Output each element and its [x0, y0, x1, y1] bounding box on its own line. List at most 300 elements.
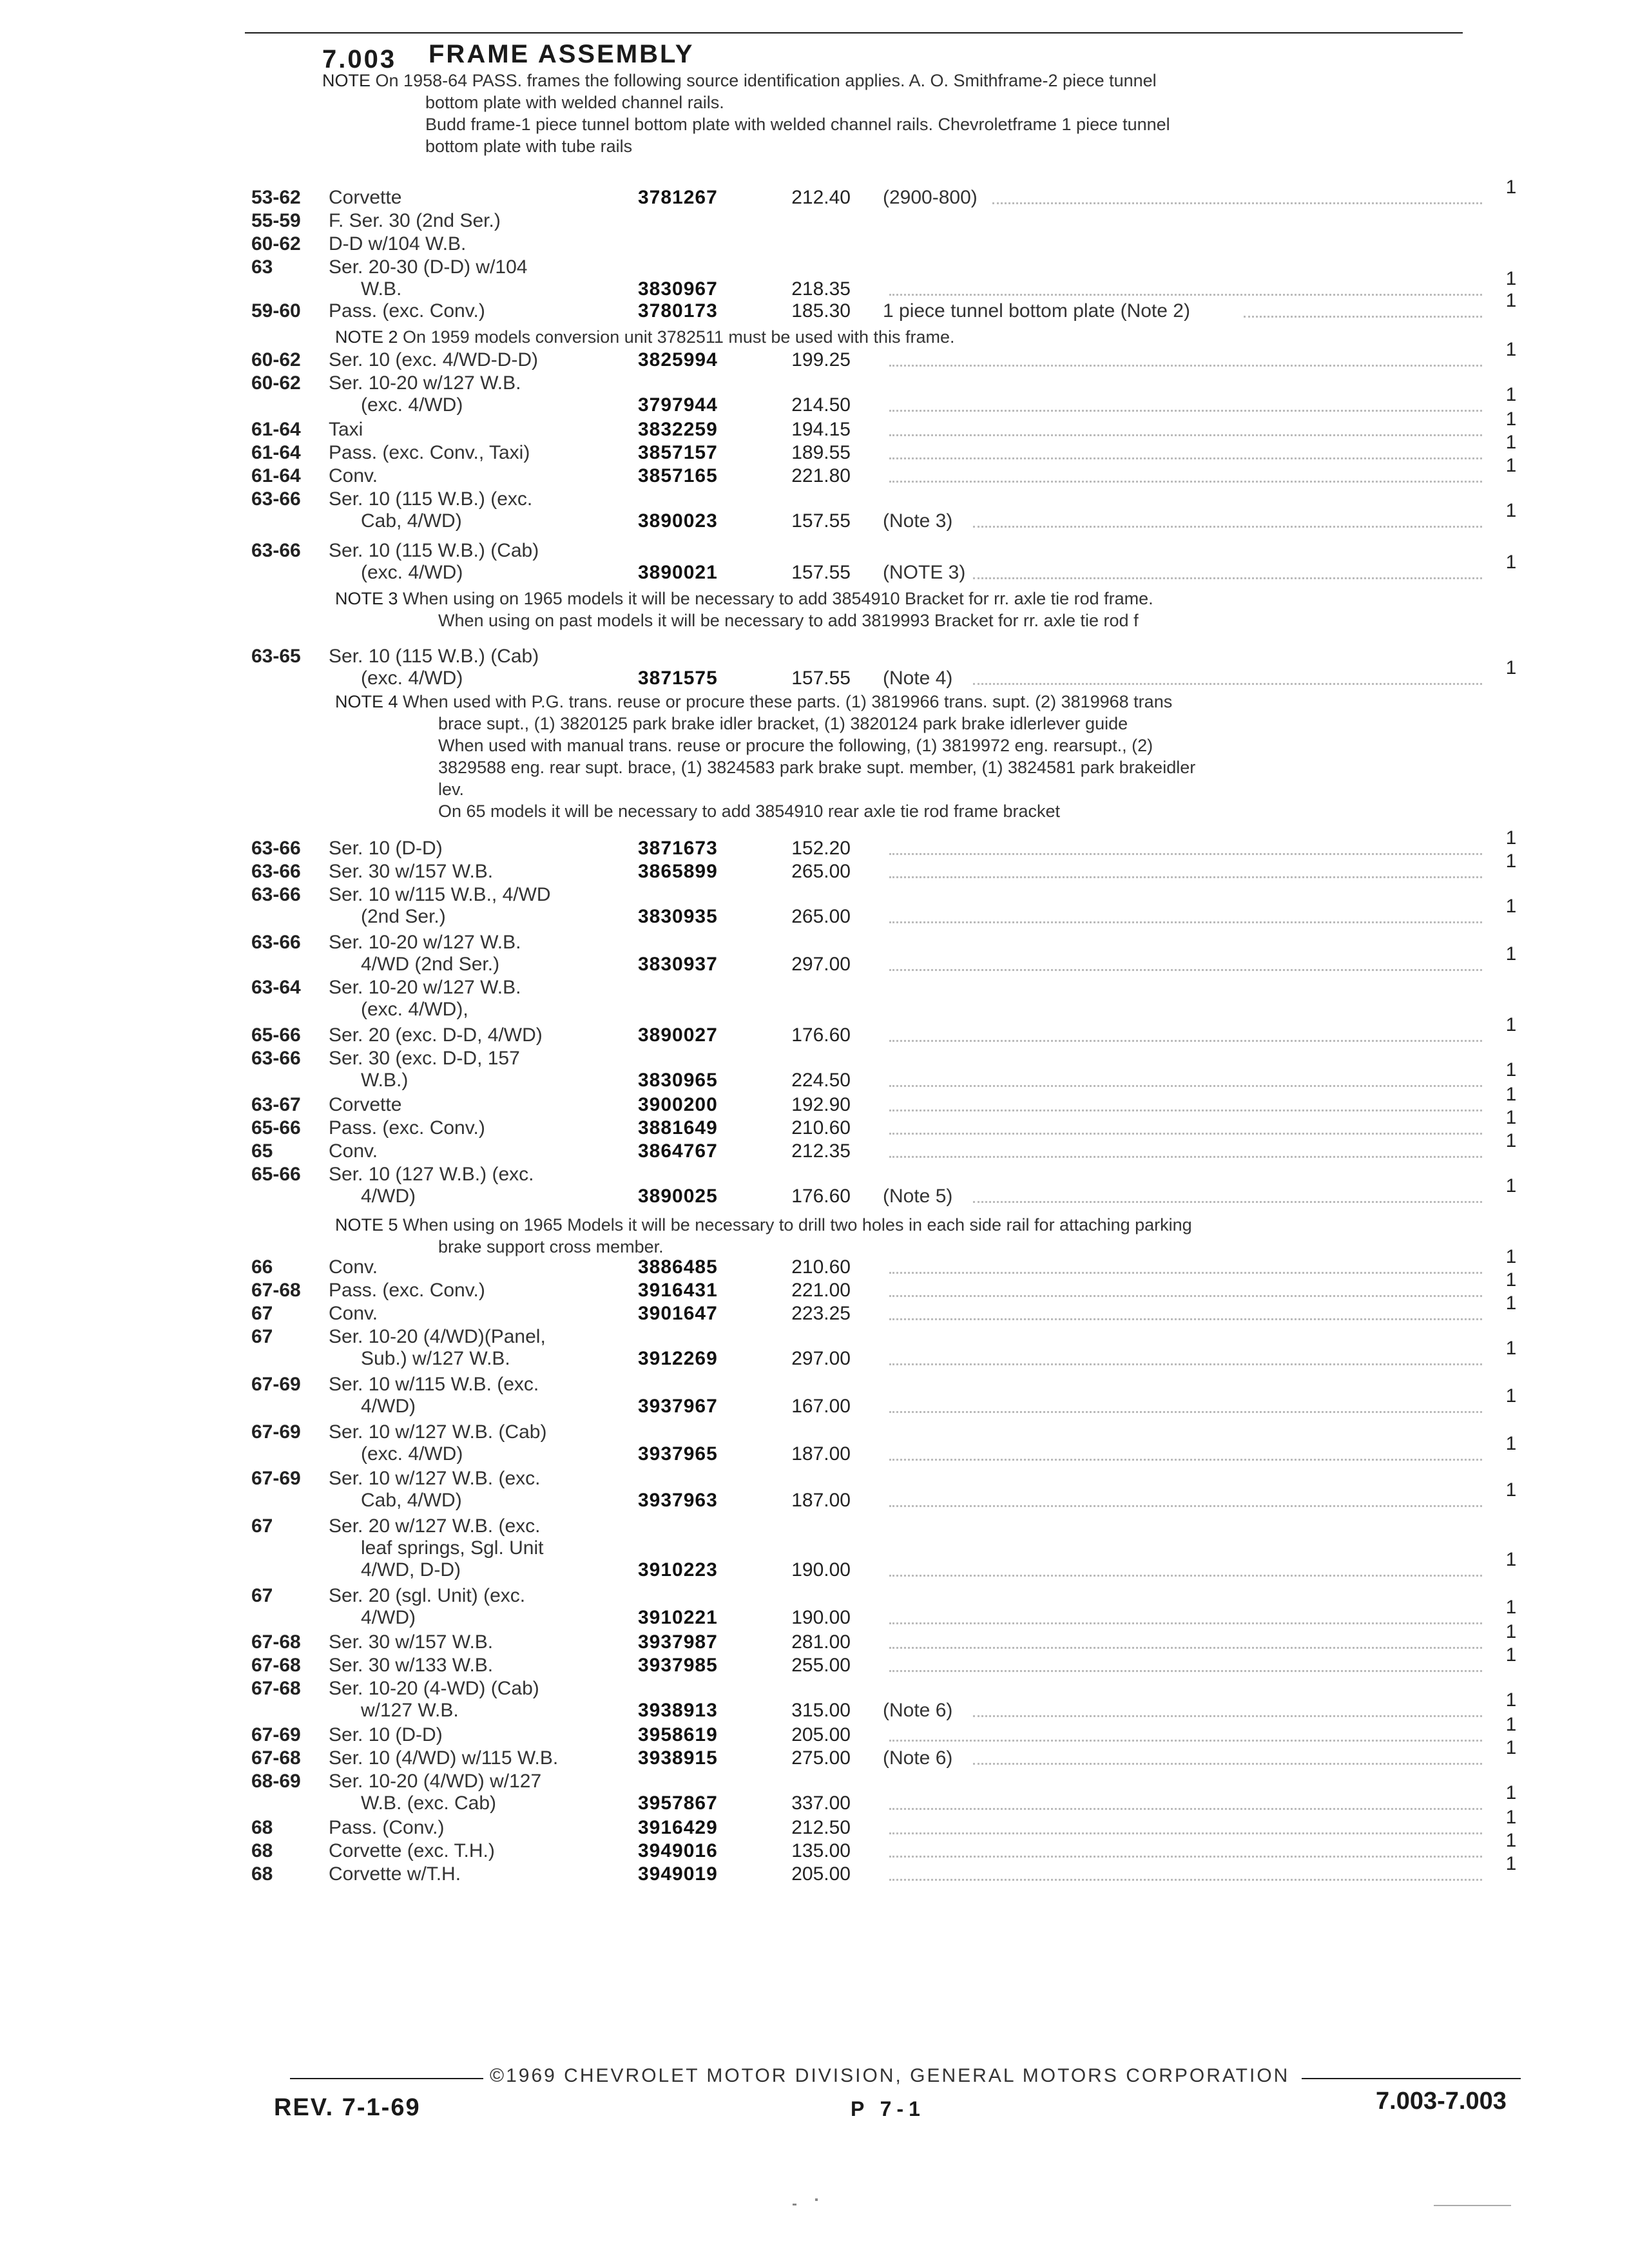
application-description: [329, 1048, 689, 1091]
list-price: 223.25: [791, 1303, 851, 1324]
model-years: 63-66: [251, 838, 301, 859]
quantity: 1: [1505, 1597, 1517, 1618]
list-price: 157.55: [791, 562, 851, 583]
remark: (Note 5): [883, 1186, 953, 1207]
leader-dots: [889, 1832, 1482, 1834]
model-years: 63-66: [251, 884, 301, 905]
list-price: 210.60: [791, 1117, 851, 1139]
leader-dots: [889, 876, 1482, 878]
quantity: 1: [1505, 1689, 1517, 1711]
description-line: 4/WD): [361, 1186, 416, 1207]
part-number: 3957867: [638, 1792, 718, 1814]
part-number: 3830935: [638, 906, 718, 927]
scan-speck: [815, 2198, 818, 2201]
remark: (Note 4): [883, 668, 953, 689]
description-line: Ser. 10-20 (4-WD) (Cab): [329, 1678, 539, 1699]
part-number: 3865899: [638, 861, 718, 882]
application-description: [329, 300, 689, 322]
description-line: Ser. 30 w/157 W.B.: [329, 861, 494, 882]
leader-dots: [889, 1085, 1482, 1087]
application-description: [329, 1655, 689, 1677]
list-price: 214.50: [791, 394, 851, 416]
note-text: When using on 1965 models it will be necessary to add 3854910 Bracket for rr. axle tie rod frame.: [403, 589, 1153, 608]
description-line: Conv.: [329, 1140, 378, 1162]
description-line: Ser. 10 w/115 W.B. (exc.: [329, 1374, 539, 1395]
application-description: [329, 1585, 689, 1629]
application-description: [329, 540, 689, 584]
part-number: 3890021: [638, 562, 718, 583]
copyright-line: ©1969 CHEVROLET MOTOR DIVISION, GENERAL MOTORS CORPORATION: [490, 2065, 1290, 2086]
model-years: 63-66: [251, 540, 301, 561]
quantity: 1: [1505, 500, 1517, 521]
quantity: 1: [1505, 552, 1517, 573]
quantity: 1: [1505, 1737, 1517, 1758]
leader-dots: [973, 683, 1482, 685]
list-price: 187.00: [791, 1490, 851, 1511]
description-line: Pass. (exc. Conv.): [329, 1280, 485, 1301]
application-description: [329, 1164, 689, 1207]
part-number: 3857165: [638, 465, 718, 486]
list-price: 176.60: [791, 1186, 851, 1207]
model-years: 67-69: [251, 1468, 301, 1489]
model-years: 67-68: [251, 1631, 301, 1653]
description-line: Pass. (Conv.): [329, 1817, 445, 1838]
leader-dots: [889, 365, 1482, 367]
quantity: 1: [1505, 268, 1517, 289]
leader-dots: [973, 1201, 1482, 1203]
description-line: Ser. 10 w/127 W.B. (exc.: [329, 1468, 541, 1489]
description-line: 4/WD (2nd Ser.): [361, 954, 500, 975]
quantity: 1: [1505, 339, 1517, 360]
list-price: 190.00: [791, 1607, 851, 1628]
description-line: W.B.): [361, 1070, 409, 1091]
application-description: [329, 1117, 689, 1139]
application-description: [329, 646, 689, 689]
description-line: Corvette (exc. T.H.): [329, 1840, 495, 1861]
list-price: 185.30: [791, 300, 851, 322]
quantity: 1: [1505, 1059, 1517, 1081]
intro-note-label: NOTE: [322, 71, 371, 90]
revision-date: REV. 7-1-69: [274, 2094, 421, 2121]
description-line: Ser. 10 (D-D): [329, 1724, 443, 1745]
list-price: 157.55: [791, 668, 851, 689]
leader-dots: [889, 1110, 1482, 1111]
list-price: 205.00: [791, 1724, 851, 1745]
note-text: When used with P.G. trans. reuse or procure these parts. (1) 3819966 trans. supt. (2) 3819968 trans: [403, 692, 1173, 711]
quantity: 1: [1505, 1549, 1517, 1570]
description-line: Ser. 10 (115 W.B.) (Cab): [329, 646, 539, 667]
section-number: 7.003: [322, 45, 397, 73]
part-number: 3890023: [638, 510, 718, 532]
application-description: [329, 1303, 689, 1325]
section-title: FRAME ASSEMBLY: [429, 40, 695, 68]
model-years: 59-60: [251, 300, 301, 322]
list-price: 315.00: [791, 1700, 851, 1721]
quantity: 1: [1505, 1014, 1517, 1035]
quantity: 1: [1505, 455, 1517, 476]
leader-dots: [889, 434, 1482, 436]
description-line: Pass. (exc. Conv.): [329, 1117, 485, 1139]
intro-note-line: [322, 70, 1482, 91]
application-description: [329, 1515, 689, 1581]
application-description: [329, 465, 689, 487]
model-years: 63-66: [251, 861, 301, 882]
leader-dots: [889, 481, 1482, 483]
model-years: 66: [251, 1256, 273, 1278]
quantity: 1: [1505, 1246, 1517, 1267]
list-price: 337.00: [791, 1792, 851, 1814]
list-price: 205.00: [791, 1863, 851, 1885]
application-description: [329, 1326, 689, 1370]
model-years: 67-69: [251, 1374, 301, 1395]
application-description: [329, 1747, 689, 1769]
model-years: 67: [251, 1585, 273, 1606]
list-price: 212.40: [791, 187, 851, 208]
application-description: [329, 1280, 689, 1302]
list-price: 192.90: [791, 1094, 851, 1115]
part-number: 3949016: [638, 1840, 718, 1861]
description-line: F. Ser. 30 (2nd Ser.): [329, 210, 501, 231]
application-description: [329, 1817, 689, 1839]
model-years: 61-64: [251, 442, 301, 463]
quantity: 1: [1505, 657, 1517, 678]
application-description: [329, 1421, 689, 1465]
leader-dots: [889, 1879, 1482, 1881]
application-description: [329, 838, 689, 860]
part-number: 3937965: [638, 1443, 718, 1465]
model-years: 63-67: [251, 1094, 301, 1115]
description-line: Ser. 30 (exc. D-D, 157: [329, 1048, 520, 1069]
part-number: 3910221: [638, 1607, 718, 1628]
note-line: lev.: [438, 780, 465, 799]
description-line: Ser. 10-20 (4/WD) w/127: [329, 1771, 542, 1792]
leader-dots: [889, 1363, 1482, 1365]
intro-note: [322, 70, 1482, 157]
note-line: brake support cross member.: [438, 1237, 664, 1256]
intro-note-line: Budd frame-1 piece tunnel bottom plate with welded channel rails. Chevroletframe 1 piece tunnel: [425, 115, 1170, 134]
description-line: 4/WD): [361, 1607, 416, 1628]
leader-dots: [992, 202, 1482, 204]
note-text: When using on 1965 Models it will be necessary to drill two holes in each side rail for attaching parking: [403, 1215, 1192, 1235]
part-number: 3890025: [638, 1186, 718, 1207]
quantity: 1: [1505, 827, 1517, 849]
model-years: 67-69: [251, 1724, 301, 1745]
application-description: [329, 1094, 689, 1116]
description-line: w/127 W.B.: [361, 1700, 459, 1721]
model-years: 68: [251, 1840, 273, 1861]
list-price: 275.00: [791, 1747, 851, 1769]
description-line: (2nd Ser.): [361, 906, 446, 927]
model-years: 67-68: [251, 1678, 301, 1699]
remark: 1 piece tunnel bottom plate (Note 2): [883, 300, 1190, 322]
quantity: 1: [1505, 1479, 1517, 1501]
list-price: 218.35: [791, 278, 851, 300]
model-years: 63: [251, 256, 273, 278]
leader-dots: [889, 1272, 1482, 1274]
model-years: 67-68: [251, 1655, 301, 1676]
application-description: [329, 1140, 689, 1162]
quantity: 1: [1505, 1644, 1517, 1666]
description-line: leaf springs, Sgl. Unit: [361, 1537, 544, 1559]
description-line: Cab, 4/WD): [361, 510, 462, 532]
application-description: [329, 256, 689, 300]
model-years: 63-65: [251, 646, 301, 667]
quantity: 1: [1505, 1714, 1517, 1735]
description-line: Ser. 10 (exc. 4/WD-D-D): [329, 349, 539, 370]
part-number: 3825994: [638, 349, 718, 370]
scan-speck: [793, 2204, 796, 2206]
list-price: 212.50: [791, 1817, 851, 1838]
quantity: 1: [1505, 1175, 1517, 1196]
model-years: 68: [251, 1817, 273, 1838]
description-line: 4/WD): [361, 1396, 416, 1417]
model-years: 67: [251, 1303, 273, 1324]
part-number: 3864767: [638, 1140, 718, 1162]
quantity: 1: [1505, 1293, 1517, 1314]
leader-dots: [889, 1740, 1482, 1742]
leader-dots: [889, 1856, 1482, 1858]
description-line: Sub.) w/127 W.B.: [361, 1348, 510, 1369]
description-line: Pass. (exc. Conv., Taxi): [329, 442, 530, 463]
remark: (Note 6): [883, 1747, 953, 1769]
description-line: Corvette: [329, 1094, 402, 1115]
list-price: 199.25: [791, 349, 851, 370]
note-note-4: [335, 691, 1469, 822]
description-line: Ser. 20 (exc. D-D, 4/WD): [329, 1024, 543, 1046]
application-description: [329, 1863, 689, 1885]
model-years: 67: [251, 1326, 273, 1347]
model-years: 65-66: [251, 1024, 301, 1046]
leader-dots: [889, 1295, 1482, 1297]
note-line: When using on past models it will be necessary to add 3819993 Bracket for rr. axle tie rod f: [438, 611, 1139, 630]
quantity: 1: [1505, 432, 1517, 453]
part-number: 3881649: [638, 1117, 718, 1139]
part-number: 3958619: [638, 1724, 718, 1745]
application-description: [329, 349, 689, 371]
quantity: 1: [1505, 384, 1517, 405]
leader-dots: [889, 1505, 1482, 1507]
part-number: 3886485: [638, 1256, 718, 1278]
list-price: 265.00: [791, 906, 851, 927]
part-number: 3830965: [638, 1070, 718, 1091]
part-number: 3916429: [638, 1817, 718, 1838]
note-line: [335, 691, 1469, 713]
description-line: (exc. 4/WD): [361, 1443, 463, 1465]
application-description: [329, 977, 689, 1021]
model-years: 68-69: [251, 1771, 301, 1792]
part-number: 3938915: [638, 1747, 718, 1769]
quantity: 1: [1505, 1621, 1517, 1642]
application-description: [329, 419, 689, 441]
leader-dots: [889, 457, 1482, 459]
part-number: 3949019: [638, 1863, 718, 1885]
list-price: 176.60: [791, 1024, 851, 1046]
description-line: Ser. 30 w/157 W.B.: [329, 1631, 494, 1653]
description-line: Ser. 20 w/127 W.B. (exc.: [329, 1515, 541, 1537]
description-line: Pass. (exc. Conv.): [329, 300, 485, 322]
list-price: 187.00: [791, 1443, 851, 1465]
note-note-5: [335, 1214, 1469, 1258]
application-description: [329, 1468, 689, 1512]
application-description: [329, 1678, 689, 1722]
description-line: Ser. 10-20 w/127 W.B.: [329, 977, 521, 998]
description-line: D-D w/104 W.B.: [329, 233, 467, 255]
note-note-2: [335, 326, 1469, 348]
application-description: [329, 210, 689, 232]
model-years: 63-66: [251, 488, 301, 510]
description-line: Corvette w/T.H.: [329, 1863, 461, 1885]
quantity: 1: [1505, 1385, 1517, 1407]
quantity: 1: [1505, 1830, 1517, 1851]
quantity: 1: [1505, 1269, 1517, 1291]
list-price: 152.20: [791, 838, 851, 859]
description-line: W.B. (exc. Cab): [361, 1792, 497, 1814]
list-price: 210.60: [791, 1256, 851, 1278]
application-description: [329, 932, 689, 975]
description-line: Ser. 20-30 (D-D) w/104: [329, 256, 528, 278]
leader-dots: [889, 410, 1482, 412]
note-note-3: [335, 588, 1469, 631]
leader-dots: [889, 1622, 1482, 1624]
note-line: On 65 models it will be necessary to add 3854910 rear axle tie rod frame bracket: [438, 802, 1061, 821]
application-description: [329, 372, 689, 416]
description-line: Ser. 10 (127 W.B.) (exc.: [329, 1164, 534, 1185]
application-description: [329, 442, 689, 464]
application-description: [329, 1374, 689, 1418]
note-line: [335, 326, 1469, 348]
description-line: W.B.: [361, 278, 402, 300]
part-number: 3871673: [638, 838, 718, 859]
list-price: 157.55: [791, 510, 851, 532]
part-number: 3781267: [638, 187, 718, 208]
part-number: 3890027: [638, 1024, 718, 1046]
description-line: Cab, 4/WD): [361, 1490, 462, 1511]
description-line: Ser. 10 (D-D): [329, 838, 443, 859]
description-line: (exc. 4/WD),: [361, 999, 468, 1020]
model-years: 65-66: [251, 1117, 301, 1139]
quantity: 1: [1505, 1084, 1517, 1105]
leader-dots: [1244, 316, 1482, 318]
leader-dots: [973, 526, 1482, 528]
leader-dots: [889, 921, 1482, 923]
intro-note-text: On 1958-64 PASS. frames the following source identification applies. A. O. Smithframe-2 piece tunnel: [375, 71, 1157, 90]
remark: (2900-800): [883, 187, 978, 208]
leader-dots: [973, 1715, 1482, 1717]
intro-note-line: bottom plate with welded channel rails.: [425, 93, 724, 112]
quantity: 1: [1505, 408, 1517, 430]
model-years: 65: [251, 1140, 273, 1162]
quantity: 1: [1505, 1782, 1517, 1803]
model-years: 63-64: [251, 977, 301, 998]
description-line: Ser. 10 (4/WD) w/115 W.B.: [329, 1747, 559, 1769]
model-years: 68: [251, 1863, 273, 1885]
quantity: 1: [1505, 1107, 1517, 1128]
section-reference: 7.003-7.003: [1376, 2088, 1507, 2115]
leader-dots: [889, 294, 1482, 296]
part-number: 3912269: [638, 1348, 718, 1369]
application-description: [329, 1024, 689, 1046]
model-years: 65-66: [251, 1164, 301, 1185]
description-line: Ser. 10-20 w/127 W.B.: [329, 932, 521, 953]
leader-dots: [889, 1670, 1482, 1672]
description-line: Ser. 10 (115 W.B.) (exc.: [329, 488, 533, 510]
remark: (NOTE 3): [883, 562, 966, 583]
model-years: 63-66: [251, 932, 301, 953]
application-description: [329, 861, 689, 883]
part-number: 3830937: [638, 954, 718, 975]
page-number: P 7-1: [851, 2097, 925, 2120]
description-line: (exc. 4/WD): [361, 394, 463, 416]
model-years: 60-62: [251, 372, 301, 394]
list-price: 255.00: [791, 1655, 851, 1676]
part-number: 3937985: [638, 1655, 718, 1676]
leader-dots: [889, 1575, 1482, 1577]
part-number: 3916431: [638, 1280, 718, 1301]
part-number: 3832259: [638, 419, 718, 440]
leader-dots: [889, 1647, 1482, 1649]
model-years: 61-64: [251, 465, 301, 486]
list-price: 189.55: [791, 442, 851, 463]
list-price: 194.15: [791, 419, 851, 440]
part-number: 3900200: [638, 1094, 718, 1115]
note-text: On 1959 models conversion unit 3782511 must be used with this frame.: [403, 327, 955, 347]
scan-speck: [1434, 2205, 1511, 2206]
part-number: 3937987: [638, 1631, 718, 1653]
note-line: brace supt., (1) 3820125 park brake idler bracket, (1) 3820124 park brake idlerlever guide: [438, 714, 1128, 733]
description-line: (exc. 4/WD): [361, 668, 463, 689]
part-number: 3937967: [638, 1396, 718, 1417]
description-line: Taxi: [329, 419, 363, 440]
model-years: 67-68: [251, 1280, 301, 1301]
remark: (Note 6): [883, 1700, 953, 1721]
list-price: 221.00: [791, 1280, 851, 1301]
description-line: Ser. 10 w/127 W.B. (Cab): [329, 1421, 547, 1443]
description-line: Corvette: [329, 187, 402, 208]
model-years: 60-62: [251, 233, 301, 255]
leader-dots: [889, 1040, 1482, 1042]
part-number: 3830967: [638, 278, 718, 300]
application-description: [329, 1840, 689, 1862]
note-line: When used with manual trans. reuse or procure the following, (1) 3819972 eng. rearsupt., (2): [438, 736, 1153, 755]
quantity: 1: [1505, 1433, 1517, 1454]
leader-dots: [889, 969, 1482, 971]
application-description: [329, 1771, 689, 1814]
list-price: 135.00: [791, 1840, 851, 1861]
leader-dots: [889, 1459, 1482, 1461]
note-label: NOTE 3: [335, 589, 398, 608]
model-years: 67: [251, 1515, 273, 1537]
note-label: NOTE 5: [335, 1215, 398, 1235]
list-price: 221.80: [791, 465, 851, 486]
list-price: 297.00: [791, 954, 851, 975]
list-price: 212.35: [791, 1140, 851, 1162]
description-line: Ser. 10-20 w/127 W.B.: [329, 372, 521, 394]
leader-dots: [889, 1133, 1482, 1135]
description-line: Ser. 20 (sgl. Unit) (exc.: [329, 1585, 526, 1606]
leader-dots: [889, 853, 1482, 855]
remark: (Note 3): [883, 510, 953, 532]
leader-dots: [973, 1763, 1482, 1765]
part-number: 3910223: [638, 1559, 718, 1581]
list-price: 297.00: [791, 1348, 851, 1369]
application-description: [329, 1256, 689, 1278]
application-description: [329, 884, 689, 928]
model-years: 60-62: [251, 349, 301, 370]
quantity: 1: [1505, 1807, 1517, 1828]
description-line: Ser. 30 w/133 W.B.: [329, 1655, 494, 1676]
application-description: [329, 187, 689, 209]
part-number: 3797944: [638, 394, 718, 416]
